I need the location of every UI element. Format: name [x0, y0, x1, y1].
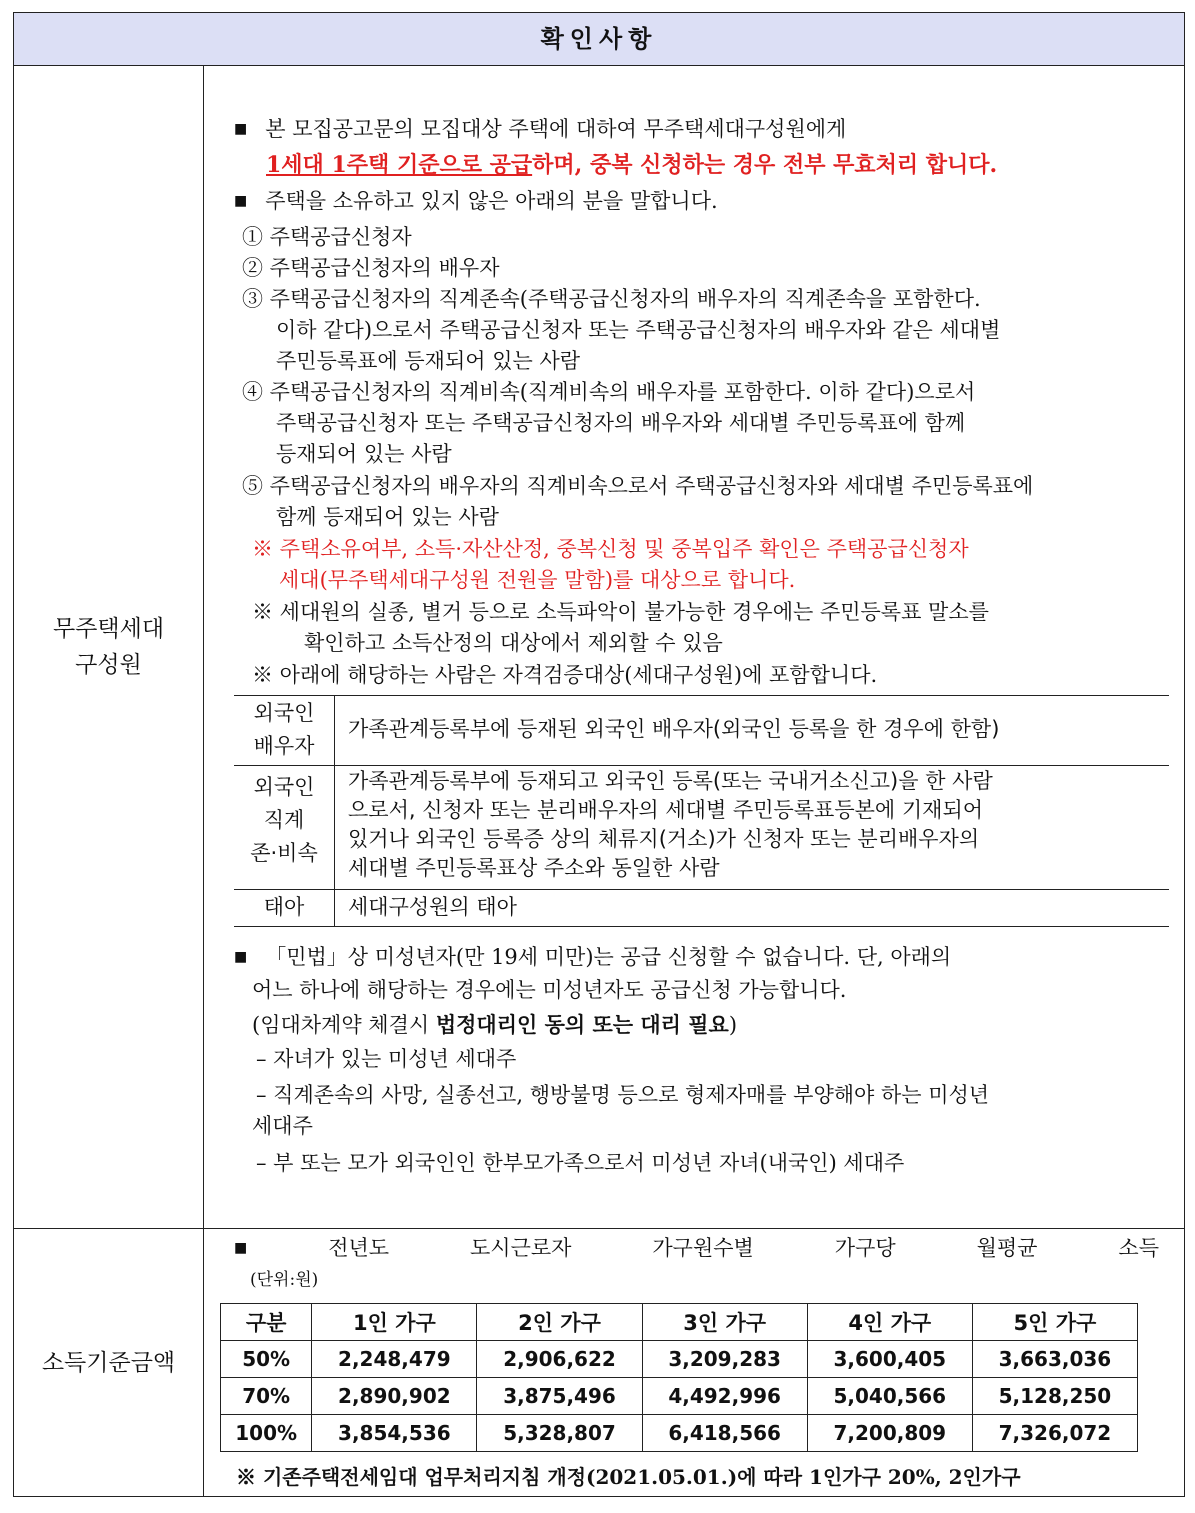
item-5-line-1: ⑤ 주택공급신청자의 배우자의 직계비속으로서 주택공급신청자와 세대별 주민등록표에 — [242, 474, 1034, 498]
note-2-line-1: ※ 세대원의 실종, 별거 등으로 소득파악이 불가능한 경우에는 주민등록표 말소를 — [252, 600, 989, 624]
minor-line-3: (임대차계약 체결시 법정대리인 동의 또는 대리 필요) — [252, 1012, 738, 1037]
square-bullet-icon: ■ — [234, 193, 248, 209]
item-4-line-1: ④ 주택공급신청자의 직계비속(직계비속의 배우자를 포함한다. 이하 같다)으로서 — [242, 380, 976, 404]
table-header-row: 구분 1인 가구 2인 가구 3인 가구 4인 가구 5인 가구 — [221, 1304, 1138, 1341]
income-footnote: ※ 기존주택전세임대 업무처리지침 개정(2021.05.01.)에 따라 1인가구 20%, 2인가구 — [236, 1465, 1021, 1489]
sub-row-label: 태아 — [263, 895, 305, 919]
item-5-line-2: 함께 등재되어 있는 사람 — [276, 505, 499, 529]
section-label-income: 소득기준금액 — [14, 1229, 204, 1497]
table-row: 50% 2,248,479 2,906,622 3,209,283 3,600,405 3,663,036 — [221, 1341, 1138, 1378]
minor-line-1: ■ 「민법」상 미성년자(만 19세 미만)는 공급 신청할 수 없습니다. 단, 아래의 — [234, 945, 952, 969]
sub-row-label: 외국인 직계 존·비속 — [250, 775, 318, 865]
item-2: ② 주택공급신청자의 배우자 — [242, 256, 500, 280]
item-4-line-2: 주택공급신청자 또는 주택공급신청자의 배우자와 세대별 주민등록표에 함께 — [276, 411, 966, 435]
note-1-line-1: ※ 주택소유여부, 소득·자산산정, 중복신청 및 중복입주 확인은 주택공급신청자 — [252, 537, 969, 561]
note-3: ※ 아래에 해당하는 사람은 자격검증대상(세대구성원)에 포함합니다. — [252, 663, 878, 687]
dash-3: – 부 또는 모가 외국인인 한부모가족으로서 미성년 자녀(내국인) 세대주 — [256, 1151, 905, 1175]
square-bullet-icon: ■ — [234, 949, 248, 965]
label-line-1: 무주택세대 — [52, 616, 165, 642]
item-1: ① 주택공급신청자 — [242, 225, 412, 249]
page-title: 확인사항 — [14, 13, 1184, 66]
item-3-line-2: 이하 같다)으로서 주택공급신청자 또는 주택공급신청자의 배우자와 같은 세대별 — [276, 318, 1001, 342]
sub-row-value: 가족관계등록부에 등재된 외국인 배우자(외국인 등록을 한 경우에 한함) — [348, 717, 1000, 741]
unit-label: (단위:원) — [250, 1270, 319, 1290]
item-3-line-1: ③ 주택공급신청자의 직계존속(주택공급신청자의 배우자의 직계존속을 포함한다. — [242, 287, 981, 311]
note-1-line-2: 세대(무주택세대구성원 전원을 말함)를 대상으로 합니다. — [279, 568, 796, 592]
bullet-2: ■ 주택을 소유하고 있지 않은 아래의 분을 말합니다. — [234, 189, 718, 213]
square-bullet-icon: ■ — [234, 1240, 248, 1256]
bullet-1-line-2: 1세대 1주택 기준으로 공급하며, 중복 신청하는 경우 전부 무효처리 합니다. — [266, 152, 998, 178]
dash-1: – 자녀가 있는 미성년 세대주 — [256, 1047, 517, 1071]
label-line-2: 구성원 — [75, 652, 142, 678]
table-row: 70% 2,890,902 3,875,496 4,492,996 5,040,566 5,128,250 — [221, 1378, 1138, 1415]
minor-line-2: 어느 하나에 해당하는 경우에는 미성년자도 공급신청 가능합니다. — [252, 978, 847, 1002]
square-bullet-icon: ■ — [234, 121, 248, 137]
sub-row-value: 가족관계등록부에 등재되고 외국인 등록(또는 국내거소신고)을 한 사람 으로서, 신청자 또는 분리배우자의 세대별 주민등록표등본에 기재되어 있거나 외국인 등록증 상의 체류지(거소)가 신청자 또는 분리배우자의 세대별 주민등록표상 주소와 동일한 사람 — [348, 769, 993, 880]
note-2-line-2: 확인하고 소득산정의 대상에서 제외할 수 있음 — [304, 631, 723, 655]
table-row: 100% 3,854,536 5,328,807 6,418,566 7,200,809 7,326,072 — [221, 1415, 1138, 1452]
member-subtable — [234, 695, 1169, 928]
income-table — [220, 1303, 1138, 1452]
income-heading: ■ 전년도 도시근로자 가구원수별 가구당 월평균 소득 — [234, 1236, 1159, 1260]
item-3-line-3: 주민등록표에 등재되어 있는 사람 — [276, 349, 581, 373]
notice-frame — [13, 12, 1185, 1497]
bullet-1-line-1: ■ 본 모집공고문의 모집대상 주택에 대하여 무주택세대구성원에게 — [234, 117, 847, 141]
sub-row-value: 세대구성원의 태아 — [348, 895, 517, 919]
sub-row-label: 외국인 배우자 — [253, 701, 315, 758]
dash-2-line-2: 세대주 — [252, 1114, 313, 1138]
dash-2-line-1: – 직계존속의 사망, 실종선고, 행방불명 등으로 형제자매를 부양해야 하는 미성년 — [256, 1083, 990, 1107]
section-label-household — [14, 66, 204, 1228]
item-4-line-3: 등재되어 있는 사람 — [276, 442, 452, 466]
